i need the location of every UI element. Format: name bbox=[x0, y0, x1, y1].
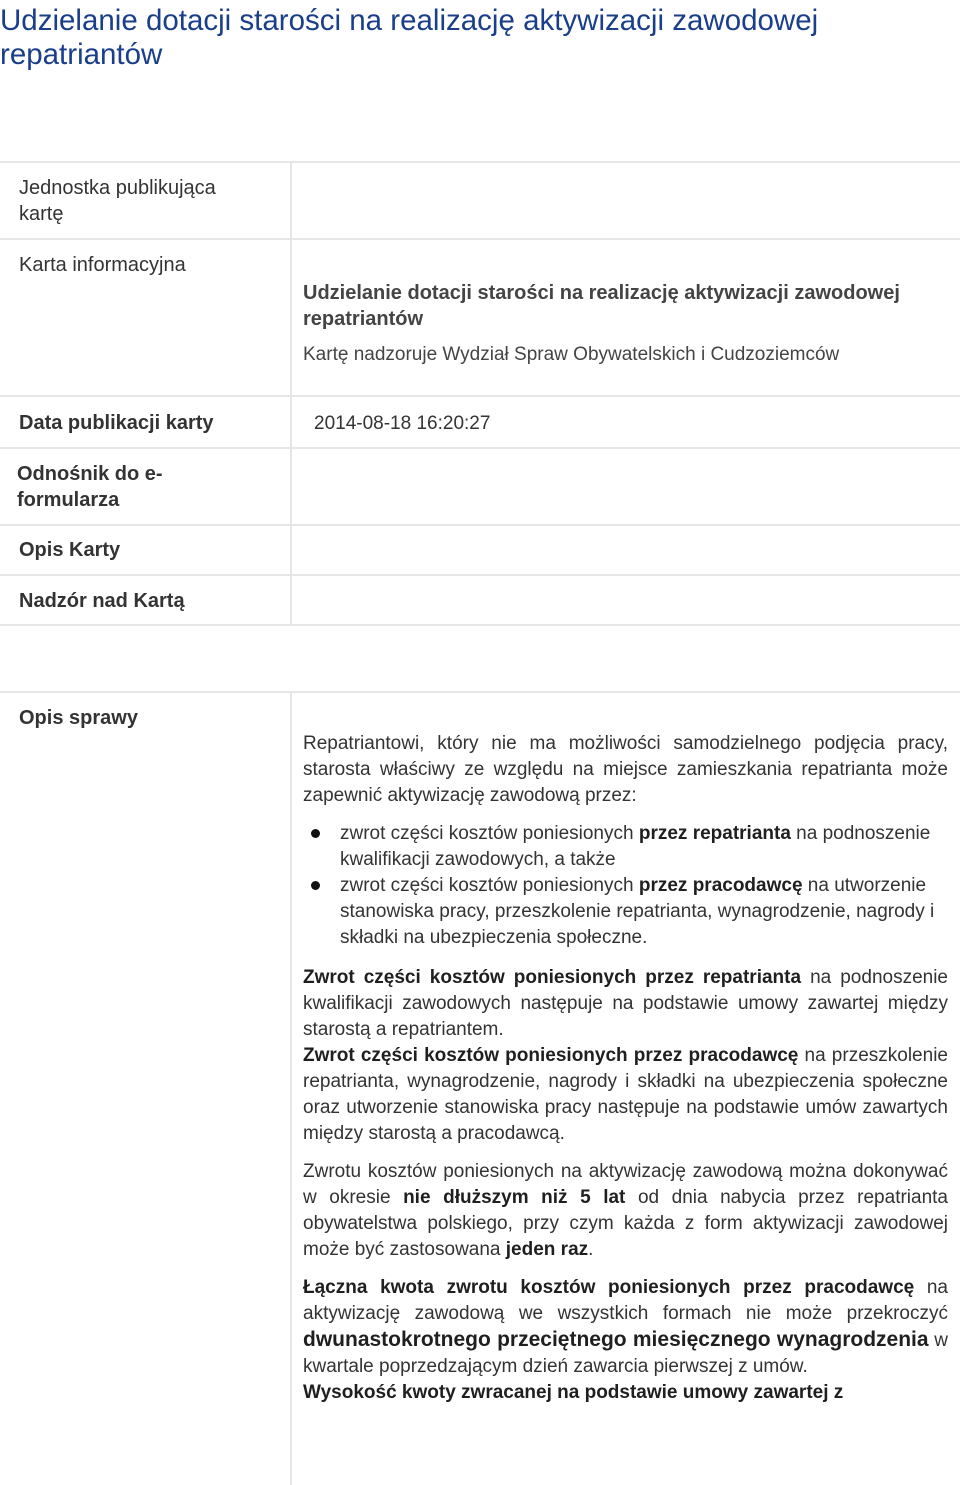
paragraph-pracodawca bbox=[303, 1043, 948, 1147]
text: . bbox=[588, 1239, 594, 1260]
bold-text: jeden raz bbox=[505, 1239, 589, 1260]
card-supervision: Kartę nadzoruje Wydział Spraw Obywatelskich i Cudzoziemców bbox=[303, 344, 840, 365]
bold-text: nie dłuższym niż 5 lat bbox=[403, 1187, 626, 1208]
paragraph-wysokosc bbox=[303, 1380, 948, 1406]
paragraph-okres bbox=[303, 1159, 948, 1263]
bullet-text: na utworzenie stanowiska pracy, przeszkolenie repatrianta, wynagrodzenie, nagrody i składki na ubezpieczenia społeczne. bbox=[340, 875, 935, 948]
text: na podnoszenie kwalifikacji zawodowych następuje na podstawie umowy zawartej między starostą a repatriantem. bbox=[303, 967, 948, 1040]
bullet-bold: przez pracodawcę bbox=[638, 875, 803, 896]
bold-text: Zwrot części kosztów poniesionych przez repatrianta bbox=[303, 967, 802, 988]
text: na przeszkolenie repatrianta, wynagrodzenie, nagrody i składki na ubezpieczenia społeczne oraz utworzenie stanowiska pracy następuje na podstawie umów zawartych między starostą a pracodawcą. bbox=[303, 1045, 948, 1144]
label-odnosnik: Odnośnik do e-formularza bbox=[17, 463, 163, 511]
text: Zwrotu kosztów poniesionych na aktywizację zawodową można dokonywać w okresie bbox=[303, 1161, 948, 1208]
bullet-list bbox=[303, 821, 948, 951]
intro-paragraph: Repatriantowi, który nie ma możliwości samodzielnego podjęcia pracy, starosta właściwy ze względu na miejsce zamieszkania repatrianta może zapewnić aktywizację zawodową przez: bbox=[303, 733, 948, 806]
bullet-icon bbox=[311, 829, 320, 838]
bullet-text: zwrot części kosztów poniesionych bbox=[340, 823, 639, 844]
bullet-text: na podnoszenie kwalifikacji zawodowych, a także bbox=[340, 823, 931, 870]
card-title: Udzielanie dotacji starości na realizację aktywizacji zawodowej repatriantów bbox=[303, 282, 900, 330]
bold-text: dwunastokrotnego przeciętnego miesięcznego wynagrodzenia bbox=[303, 1328, 929, 1351]
list-item bbox=[303, 821, 948, 873]
bold-text: Zwrot części kosztów poniesionych przez pracodawcę bbox=[303, 1045, 799, 1066]
paragraph-kwota bbox=[303, 1275, 948, 1380]
label-nadzor: Nadzór nad Kartą bbox=[19, 590, 185, 612]
case-description bbox=[303, 731, 948, 1406]
bullet-icon bbox=[311, 881, 320, 890]
label-data-pub: Data publikacji karty bbox=[19, 412, 214, 434]
column-separator bbox=[290, 163, 292, 626]
label-opis-sprawy: Opis sprawy bbox=[19, 707, 138, 729]
card-info bbox=[303, 280, 943, 368]
bullet-bold: przez repatrianta bbox=[638, 823, 791, 844]
publication-date: 2014-08-18 16:20:27 bbox=[314, 413, 491, 434]
column-separator-2 bbox=[290, 693, 292, 1485]
paragraph-repatriant bbox=[303, 965, 948, 1043]
label-opis-karty: Opis Karty bbox=[19, 539, 121, 561]
page-title: Udzielanie dotacji starości na realizację aktywizacji zawodowej repatriantów bbox=[0, 4, 819, 71]
text: w kwartale poprzedzającym dzień zawarcia pierwszej z umów. bbox=[303, 1330, 949, 1377]
bold-text: Łączna kwota zwrotu kosztów poniesionych przez pracodawcę bbox=[303, 1277, 915, 1298]
text: od dnia nabycia przez repatrianta obywatelstwa polskiego, przy czym każda z form aktywizacji zawodowej może być zastosowana bbox=[303, 1187, 948, 1260]
bullet-text: zwrot części kosztów poniesionych bbox=[340, 875, 639, 896]
row-opis-sprawy-top bbox=[0, 691, 960, 693]
bold-text: Wysokość kwoty zwracanej na podstawie umowy zawartej z bbox=[303, 1382, 844, 1403]
text: na aktywizację zawodową we wszystkich formach nie może przekroczyć bbox=[303, 1277, 948, 1324]
label-karta-info: Karta informacyjna bbox=[19, 254, 186, 276]
list-item bbox=[303, 873, 948, 951]
label-jednostka: Jednostka publikująca kartę bbox=[19, 177, 216, 225]
